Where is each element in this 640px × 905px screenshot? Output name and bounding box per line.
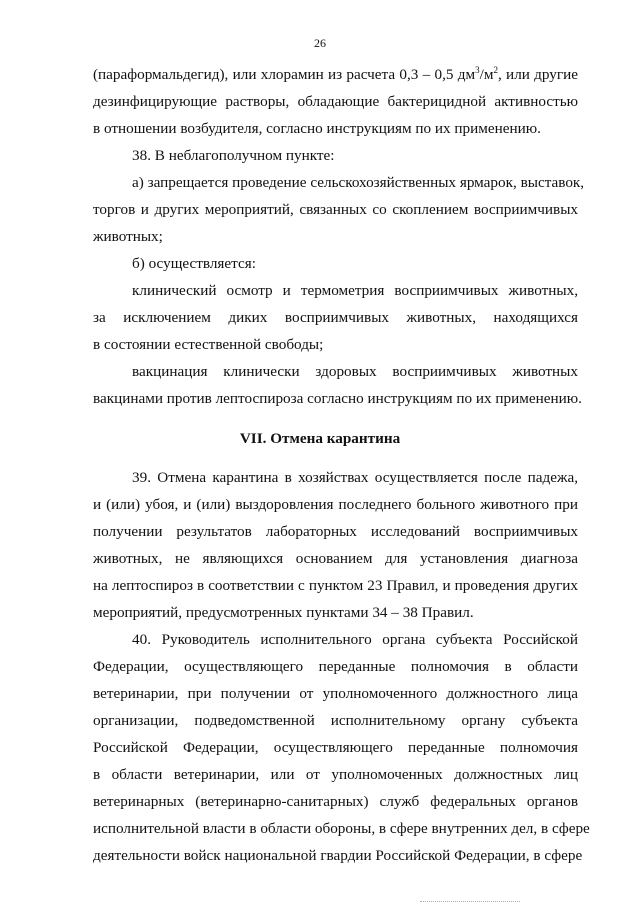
text-line: получении результатов лабораторных исследований восприимчивых: [93, 523, 578, 540]
text-line: ветеринарии, при получении от уполномоченного должностного лица: [93, 685, 578, 702]
text-line: дезинфицирующие растворы, обладающие бактерицидной активностью: [93, 93, 578, 110]
text-line: а) запрещается проведение сельскохозяйственных ярмарок, выставок,: [132, 174, 585, 191]
text-line: животных, не являющихся основанием для установления диагноза: [93, 550, 578, 567]
text-line: клинический осмотр и термометрия восприимчивых животных,: [132, 282, 578, 299]
footer-mark: [420, 895, 520, 902]
text-line: в состоянии естественной свободы;: [93, 336, 324, 353]
text-line: за исключением диких восприимчивых животных, находящихся: [93, 309, 578, 326]
text-line: торгов и других мероприятий, связанных со скоплением восприимчивых: [93, 201, 578, 218]
text-line: животных;: [93, 228, 163, 245]
section-heading: VII. Отмена карантина: [239, 430, 401, 447]
text-line: мероприятий, предусмотренных пунктами 34 – 38 Правил.: [93, 604, 474, 621]
page-number: 26: [314, 36, 326, 50]
text-line: в области ветеринарии, или от уполномоченных должностных лиц: [93, 766, 578, 783]
text-line: вакцинами против лептоспироза согласно инструкциям по их применению.: [93, 390, 582, 407]
paragraph-39: 39. Отмена карантина в хозяйствах осуществляется после падежа,: [132, 469, 578, 486]
text-line: организации, подведомственной исполнительному органу субъекта: [93, 712, 578, 729]
paragraph-38: 38. В неблагополучном пункте:: [132, 147, 335, 164]
text-line: ветеринарных (ветеринарно-санитарных) служб федеральных органов: [93, 793, 578, 810]
text-line: Российской Федерации, осуществляющего переданные полномочия: [93, 739, 578, 756]
text-line: (параформальдегид), или хлорамин из расчета 0,3 – 0,5 $дм^3/м^2$, или другие: [93, 64, 578, 83]
text-line: исполнительной власти в области обороны, в сфере внутренних дел, в сфере: [93, 820, 590, 837]
paragraph-40: 40. Руководитель исполнительного органа субъекта Российской: [132, 631, 578, 648]
text-line: деятельности войск национальной гвардии Российской Федерации, в сфере: [93, 847, 583, 864]
text-line: в отношении возбудителя, согласно инструкциям по их применению.: [93, 120, 541, 137]
text-line: и (или) убоя, и (или) выздоровления последнего больного животного при: [93, 496, 578, 513]
text-line: вакцинация клинически здоровых восприимчивых животных: [132, 363, 578, 380]
text-line: Федерации, осуществляющего переданные полномочия в области: [93, 658, 578, 675]
text-line: б) осуществляется:: [132, 255, 256, 272]
text-line: на лептоспироз в соответствии с пунктом 23 Правил, и проведения других: [93, 577, 578, 594]
